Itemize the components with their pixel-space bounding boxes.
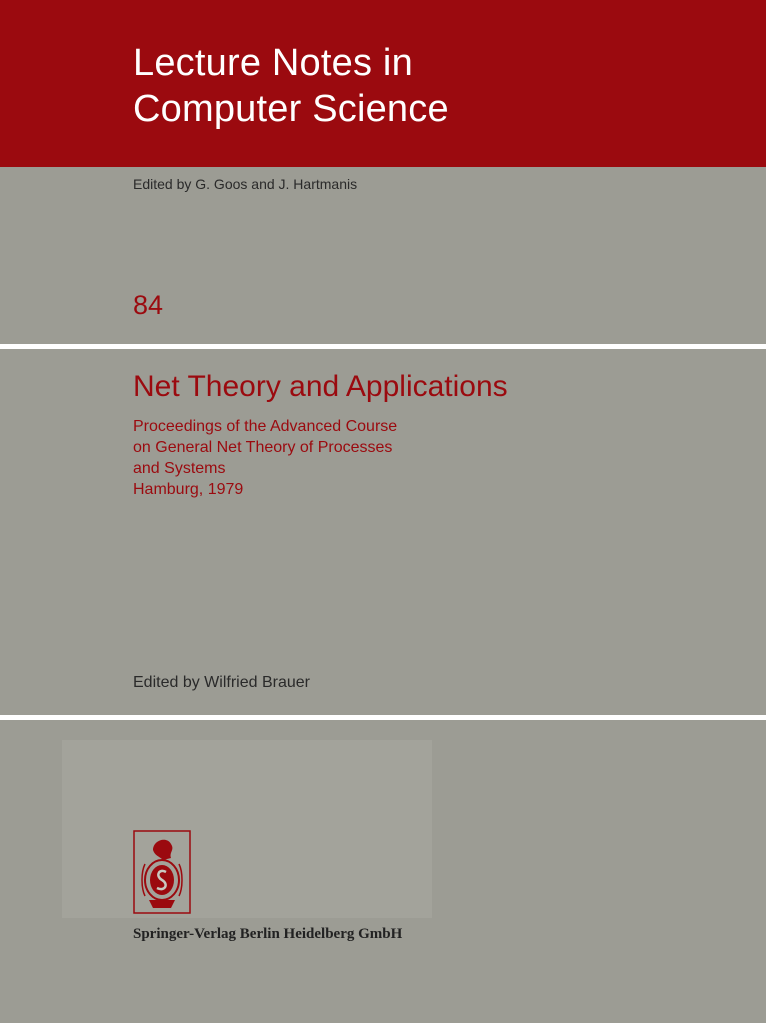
publisher-name: Springer-Verlag Berlin Heidelberg GmbH xyxy=(133,926,403,942)
springer-knight-logo-icon xyxy=(133,830,191,914)
subtitle-line: and Systems xyxy=(133,460,226,477)
volume-number: 84 xyxy=(133,290,164,320)
book-subtitle xyxy=(133,416,397,500)
divider-rule-top xyxy=(0,344,766,349)
series-banner xyxy=(0,0,766,167)
divider-rule-bottom xyxy=(0,715,766,720)
series-title-line-2: Computer Science xyxy=(133,88,449,130)
subtitle-line: Hamburg, 1979 xyxy=(133,481,244,498)
subtitle-line: Proceedings of the Advanced Course xyxy=(133,418,398,435)
subtitle-line: on General Net Theory of Processes xyxy=(133,439,393,456)
series-title-line-1: Lecture Notes in xyxy=(133,42,413,84)
series-title xyxy=(133,40,449,132)
series-editors: Edited by G. Goos and J. Hartmanis xyxy=(133,176,358,192)
book-title: Net Theory and Applications xyxy=(133,370,508,403)
publisher-panel xyxy=(62,740,432,918)
volume-editor: Edited by Wilfried Brauer xyxy=(133,674,310,691)
